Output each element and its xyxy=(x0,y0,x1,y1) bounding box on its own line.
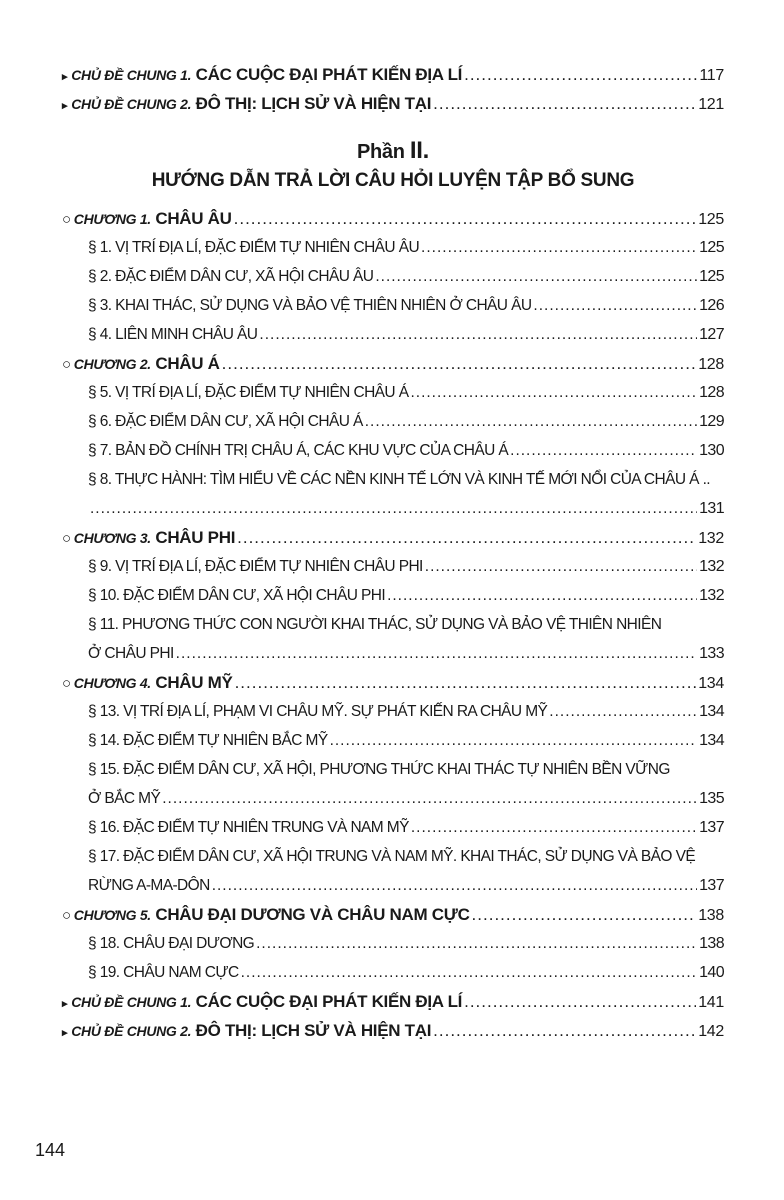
entry-title: § 3. KHAI THÁC, SỬ DỤNG VÀ BẢO VỆ THIÊN NHIÊN Ở CHÂU ÂU xyxy=(88,297,532,314)
dot-leader xyxy=(235,668,697,697)
part-roman: II. xyxy=(409,137,430,164)
page-ref: 142 xyxy=(698,1023,724,1040)
entry-title: CÁC CUỘC ĐẠI PHÁT KIẾN ĐỊA LÍ xyxy=(195,65,463,84)
dot-leader xyxy=(330,726,698,755)
triangle-bullet-icon: ▸ xyxy=(62,100,68,112)
page-ref: 137 xyxy=(699,877,724,894)
section-entry xyxy=(62,552,724,581)
topic-entry xyxy=(62,1016,724,1045)
page-ref: 134 xyxy=(699,732,724,749)
section-entry xyxy=(62,407,724,436)
entry-title: CHÂU MỸ xyxy=(155,673,233,692)
section-entry xyxy=(62,233,724,262)
page-ref: 131 xyxy=(699,500,724,517)
entry-title: ĐÔ THỊ: LỊCH SỬ VÀ HIỆN TẠI xyxy=(195,1021,432,1040)
dot-leader xyxy=(549,697,697,726)
page-ref: 125 xyxy=(698,211,724,228)
page-ref: 137 xyxy=(699,819,724,836)
dot-leader xyxy=(472,900,697,929)
entry-title: § 6. ĐẶC ĐIỂM DÂN CƯ, XÃ HỘI CHÂU Á xyxy=(88,413,363,430)
dot-leader xyxy=(375,262,697,291)
entry-kind: CHƯƠNG 2. xyxy=(73,356,151,372)
entry-title: § 18. CHÂU ĐẠI DƯƠNG xyxy=(88,935,255,952)
page-ref: 138 xyxy=(698,907,724,924)
entry-kind: CHỦ ĐỀ CHUNG 2. xyxy=(71,96,192,112)
entry-title: § 1. VỊ TRÍ ĐỊA LÍ, ĐẶC ĐIỂM TỰ NHIÊN CHÂU ÂU xyxy=(88,239,420,256)
entry-kind: CHƯƠNG 4. xyxy=(73,675,151,691)
section-entry xyxy=(62,813,724,842)
dot-leader xyxy=(234,204,697,233)
page-ref: 117 xyxy=(699,67,724,84)
section-entry-continued xyxy=(62,494,724,523)
page-ref: 134 xyxy=(698,675,724,692)
entry-title: § 16. ĐẶC ĐIỂM TỰ NHIÊN TRUNG VÀ NAM MỸ xyxy=(88,819,409,836)
section-entry xyxy=(62,378,724,407)
dot-leader xyxy=(237,523,696,552)
circle-bullet-icon: ○ xyxy=(62,675,71,692)
chapter-entry xyxy=(62,523,724,552)
dot-leader xyxy=(510,436,697,465)
page-ref: 128 xyxy=(698,356,724,373)
dot-leader xyxy=(365,407,697,436)
section-entry-continued xyxy=(62,784,724,813)
entry-kind: CHƯƠNG 3. xyxy=(73,530,151,546)
dot-leader xyxy=(410,378,697,407)
section-entry xyxy=(62,929,724,958)
part-label: Phần xyxy=(356,141,405,163)
dot-leader xyxy=(176,639,697,668)
entry-title: § 7. BẢN ĐỒ CHÍNH TRỊ CHÂU Á, CÁC KHU VỰC CỦA CHÂU Á xyxy=(88,442,509,459)
table-of-contents xyxy=(62,60,724,1045)
dot-leader xyxy=(425,552,697,581)
topic-entry xyxy=(62,60,724,89)
entry-title: § 5. VỊ TRÍ ĐỊA LÍ, ĐẶC ĐIỂM TỰ NHIÊN CHÂU Á xyxy=(88,384,409,401)
section-entry xyxy=(62,291,724,320)
dot-leader xyxy=(464,60,697,89)
triangle-bullet-icon: ▸ xyxy=(62,71,68,83)
dot-leader xyxy=(433,1016,696,1045)
dot-leader xyxy=(212,871,697,900)
chapter-entry xyxy=(62,349,724,378)
circle-bullet-icon: ○ xyxy=(62,907,71,924)
page-ref: 132 xyxy=(699,587,724,604)
entry-title: CHÂU Á xyxy=(155,354,220,373)
circle-bullet-icon: ○ xyxy=(62,211,71,228)
section-entry xyxy=(62,320,724,349)
section-entry-continued xyxy=(62,639,724,668)
dot-leader xyxy=(256,929,697,958)
section-entry xyxy=(62,958,724,987)
page-ref: 125 xyxy=(699,268,724,285)
page-ref: 134 xyxy=(699,703,724,720)
page-ref: 135 xyxy=(699,790,724,807)
entry-title: CHÂU ĐẠI DƯƠNG VÀ CHÂU NAM CỰC xyxy=(155,905,470,924)
dot-leader xyxy=(162,784,697,813)
page-ref: 125 xyxy=(699,239,724,256)
topic-entry xyxy=(62,89,724,118)
page-ref: 140 xyxy=(699,964,724,981)
entry-title: § 13. VỊ TRÍ ĐỊA LÍ, PHẠM VI CHÂU MỸ. SỰ PHÁT KIẾN RA CHÂU MỸ xyxy=(88,703,548,720)
chapter-entry xyxy=(62,900,724,929)
page-ref: 141 xyxy=(698,994,724,1011)
entry-title: CÁC CUỘC ĐẠI PHÁT KIẾN ĐỊA LÍ xyxy=(195,992,463,1011)
entry-title: § 17. ĐẶC ĐIỂM DÂN CƯ, XÃ HỘI TRUNG VÀ NAM MỸ. KHAI THÁC, SỬ DỤNG VÀ BẢO VỆ xyxy=(88,848,696,865)
entry-kind: CHƯƠNG 1. xyxy=(73,211,151,227)
entry-title: Ở CHÂU PHI xyxy=(88,645,174,662)
section-entry xyxy=(62,697,724,726)
entry-kind: CHỦ ĐỀ CHUNG 1. xyxy=(71,67,192,83)
entry-title: Ở BẮC MỸ xyxy=(88,790,161,807)
chapter-entry xyxy=(62,668,724,697)
section-entry xyxy=(62,726,724,755)
triangle-bullet-icon: ▸ xyxy=(62,1027,68,1039)
dot-leader xyxy=(222,349,697,378)
entry-title: § 10. ĐẶC ĐIỂM DÂN CƯ, XÃ HỘI CHÂU PHI xyxy=(88,587,386,604)
dot-leader xyxy=(433,89,696,118)
entry-title: CHÂU ÂU xyxy=(155,209,232,228)
dot-leader xyxy=(533,291,697,320)
section-entry xyxy=(62,842,724,871)
entry-title: § 15. ĐẶC ĐIỂM DÂN CƯ, XÃ HỘI, PHƯƠNG THỨC KHAI THÁC TỰ NHIÊN BỀN VỮNG xyxy=(88,761,670,778)
section-entry xyxy=(62,262,724,291)
dot-leader xyxy=(421,233,697,262)
section-entry xyxy=(62,465,724,494)
dot-leader xyxy=(241,958,698,987)
entry-kind: CHỦ ĐỀ CHUNG 1. xyxy=(71,994,192,1010)
circle-bullet-icon: ○ xyxy=(62,356,71,373)
part-subtitle: HƯỚNG DẪN TRẢ LỜI CÂU HỎI LUYỆN TẬP BỔ SUNG xyxy=(151,170,635,191)
entry-title: § 8. THỰC HÀNH: TÌM HIỂU VỀ CÁC NỀN KINH TẾ LỚN VÀ KINH TẾ MỚI NỔI CỦA CHÂU Á .. xyxy=(88,471,710,488)
triangle-bullet-icon: ▸ xyxy=(62,998,68,1010)
page-ref: 126 xyxy=(699,297,724,314)
section-entry xyxy=(62,436,724,465)
page-ref: 138 xyxy=(699,935,724,952)
page-ref: 127 xyxy=(699,326,724,343)
entry-kind: CHƯƠNG 5. xyxy=(73,907,151,923)
page-ref: 133 xyxy=(699,645,724,662)
dot-leader xyxy=(387,581,697,610)
page-ref: 132 xyxy=(698,530,724,547)
entry-title: § 9. VỊ TRÍ ĐỊA LÍ, ĐẶC ĐIỂM TỰ NHIÊN CHÂU PHI xyxy=(88,558,423,575)
topic-entry xyxy=(62,987,724,1016)
entry-title: § 19. CHÂU NAM CỰC xyxy=(88,964,239,981)
page-ref: 130 xyxy=(699,442,724,459)
part-heading xyxy=(62,136,724,166)
page-ref: 132 xyxy=(699,558,724,575)
dot-leader xyxy=(464,987,696,1016)
section-entry xyxy=(62,755,724,784)
dot-leader xyxy=(259,320,697,349)
dot-leader xyxy=(411,813,697,842)
entry-title: § 4. LIÊN MINH CHÂU ÂU xyxy=(88,326,258,343)
chapter-entry xyxy=(62,204,724,233)
entry-title: ĐÔ THỊ: LỊCH SỬ VÀ HIỆN TẠI xyxy=(195,94,432,113)
section-entry xyxy=(62,610,724,639)
entry-title: RỪNG A-MA-DÔN xyxy=(88,877,210,894)
section-entry-continued xyxy=(62,871,724,900)
entry-title: § 11. PHƯƠNG THỨC CON NGƯỜI KHAI THÁC, SỬ DỤNG VÀ BẢO VỆ THIÊN NHIÊN xyxy=(88,616,662,633)
circle-bullet-icon: ○ xyxy=(62,530,71,547)
page-ref: 121 xyxy=(698,96,724,113)
dot-leader xyxy=(90,494,697,523)
entry-title: § 14. ĐẶC ĐIỂM TỰ NHIÊN BẮC MỸ xyxy=(88,732,328,749)
entry-kind: CHỦ ĐỀ CHUNG 2. xyxy=(71,1023,192,1039)
page-number: 144 xyxy=(35,1140,66,1160)
page-ref: 129 xyxy=(699,413,724,430)
section-entry xyxy=(62,581,724,610)
page-ref: 128 xyxy=(699,384,724,401)
entry-title: § 2. ĐẶC ĐIỂM DÂN CƯ, XÃ HỘI CHÂU ÂU xyxy=(88,268,374,285)
entry-title: CHÂU PHI xyxy=(155,528,236,547)
